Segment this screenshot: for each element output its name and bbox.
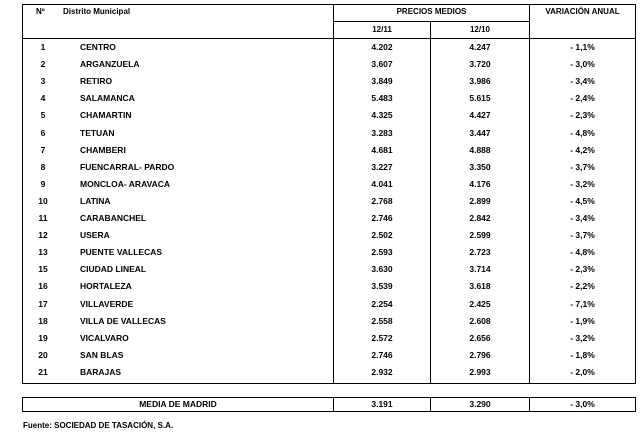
- row-price-12-10: 3.350: [469, 162, 491, 172]
- row-district: TETUAN: [80, 128, 115, 138]
- row-district: VILLAVERDE: [80, 299, 134, 309]
- row-variation: - 1,8%: [570, 350, 595, 360]
- row-district: CHAMARTIN: [80, 110, 132, 120]
- row-price-12-10: 5.615: [469, 93, 491, 103]
- summary-price-12-11: 3.191: [371, 399, 393, 409]
- row-variation: - 2,3%: [570, 110, 595, 120]
- row-district: SALAMANCA: [80, 93, 135, 103]
- row-num: 12: [38, 230, 48, 240]
- row-district: CARABANCHEL: [80, 213, 147, 223]
- row-variation: - 4,8%: [570, 247, 595, 257]
- row-num: 20: [38, 350, 48, 360]
- row-district: USERA: [80, 230, 110, 240]
- summary-bottom-border: [22, 411, 636, 412]
- row-price-12-10: 4.888: [469, 145, 491, 155]
- row-num: 18: [38, 316, 48, 326]
- row-price-12-10: 3.714: [469, 264, 491, 274]
- row-num: 16: [38, 281, 48, 291]
- row-price-12-11: 2.768: [371, 196, 393, 206]
- summary-price-12-10: 3.290: [469, 399, 491, 409]
- row-num: 15: [38, 264, 48, 274]
- row-price-12-10: 2.842: [469, 213, 491, 223]
- row-price-12-10: 2.899: [469, 196, 491, 206]
- summary-variation: - 3,0%: [570, 399, 595, 409]
- header-bottom-border: [22, 38, 636, 39]
- row-num: 1: [40, 42, 46, 52]
- table-bottom-border: [22, 383, 636, 384]
- row-variation: - 2,0%: [570, 367, 595, 377]
- summary-top-border: [22, 397, 636, 398]
- row-num: 9: [40, 179, 46, 189]
- row-num: 8: [40, 162, 46, 172]
- row-district: LATINA: [80, 196, 111, 206]
- row-price-12-10: 2.599: [469, 230, 491, 240]
- row-price-12-10: 3.720: [469, 59, 491, 69]
- row-variation: - 3,4%: [570, 213, 595, 223]
- row-num: 21: [38, 367, 48, 377]
- row-price-12-11: 2.254: [371, 299, 393, 309]
- row-num: 3: [40, 76, 46, 86]
- summary-right-border: [635, 397, 636, 412]
- row-price-12-11: 5.483: [371, 93, 393, 103]
- row-num: 6: [40, 128, 46, 138]
- row-variation: - 2,3%: [570, 264, 595, 274]
- row-variation: - 3,2%: [570, 179, 595, 189]
- row-price-12-10: 2.796: [469, 350, 491, 360]
- header-col-12-10: 12/10: [469, 25, 491, 34]
- row-price-12-11: 3.849: [371, 76, 393, 86]
- row-num: 13: [38, 247, 48, 257]
- row-num: 11: [38, 213, 48, 223]
- header-num: Nº: [36, 7, 45, 16]
- row-price-12-10: 3.618: [469, 281, 491, 291]
- row-district: RETIRO: [80, 76, 113, 86]
- header-district: Distrito Municipal: [63, 7, 131, 16]
- row-district: ARGANZUELA: [80, 59, 140, 69]
- row-price-12-11: 4.325: [371, 110, 393, 120]
- table-top-border: [22, 4, 636, 5]
- row-price-12-11: 2.558: [371, 316, 393, 326]
- row-price-12-11: 3.607: [371, 59, 393, 69]
- row-price-12-11: 3.539: [371, 281, 393, 291]
- row-num: 17: [38, 299, 48, 309]
- row-variation: - 4,5%: [570, 196, 595, 206]
- row-num: 2: [40, 59, 46, 69]
- row-price-12-10: 3.447: [469, 128, 491, 138]
- row-price-12-10: 2.723: [469, 247, 491, 257]
- row-price-12-11: 2.593: [371, 247, 393, 257]
- header-prices: PRECIOS MEDIOS: [396, 7, 467, 16]
- row-variation: - 3,7%: [570, 230, 595, 240]
- row-price-12-10: 3.986: [469, 76, 491, 86]
- row-district: CIUDAD LINEAL: [80, 264, 147, 274]
- row-district: VICALVARO: [80, 333, 129, 343]
- header-variation: VARIACIÓN ANUAL: [545, 7, 620, 16]
- row-price-12-11: 4.681: [371, 145, 393, 155]
- row-price-12-11: 3.630: [371, 264, 393, 274]
- row-price-12-10: 4.247: [469, 42, 491, 52]
- row-price-12-11: 2.572: [371, 333, 393, 343]
- row-price-12-11: 4.202: [371, 42, 393, 52]
- row-price-12-11: 3.283: [371, 128, 393, 138]
- row-price-12-11: 2.746: [371, 213, 393, 223]
- summary-label: MEDIA DE MADRID: [139, 399, 217, 409]
- row-district: SAN BLAS: [80, 350, 124, 360]
- header-col-12-11: 12/11: [372, 25, 392, 34]
- row-variation: - 7,1%: [570, 299, 595, 309]
- row-price-12-10: 2.425: [469, 299, 491, 309]
- row-num: 5: [40, 110, 46, 120]
- row-district: HORTALEZA: [80, 281, 132, 291]
- row-variation: - 3,7%: [570, 162, 595, 172]
- row-variation: - 3,4%: [570, 76, 595, 86]
- row-variation: - 4,8%: [570, 128, 595, 138]
- row-price-12-10: 4.176: [469, 179, 491, 189]
- row-district: PUENTE VALLECAS: [80, 247, 163, 257]
- row-district: CENTRO: [80, 42, 116, 52]
- row-price-12-11: 3.227: [371, 162, 393, 172]
- row-price-12-11: 2.502: [371, 230, 393, 240]
- source-note: Fuente: SOCIEDAD DE TASACIÓN, S.A.: [23, 421, 174, 430]
- row-variation: - 4,2%: [570, 145, 595, 155]
- row-price-12-10: 4.427: [469, 110, 491, 120]
- row-variation: - 1,1%: [570, 42, 595, 52]
- row-price-12-10: 2.608: [469, 316, 491, 326]
- row-price-12-11: 2.746: [371, 350, 393, 360]
- row-variation: - 2,4%: [570, 93, 595, 103]
- row-price-12-11: 2.932: [371, 367, 393, 377]
- row-num: 4: [40, 93, 46, 103]
- table-right-border: [635, 4, 636, 384]
- row-district: MONCLOA- ARAVACA: [80, 179, 171, 189]
- row-variation: - 3,2%: [570, 333, 595, 343]
- row-district: FUENCARRAL- PARDO: [80, 162, 175, 172]
- row-district: BARAJAS: [80, 367, 122, 377]
- row-variation: - 3,0%: [570, 59, 595, 69]
- row-price-12-11: 4.041: [371, 179, 393, 189]
- row-variation: - 2,2%: [570, 281, 595, 291]
- row-num: 19: [38, 333, 48, 343]
- row-district: CHAMBERI: [80, 145, 126, 155]
- row-price-12-10: 2.993: [469, 367, 491, 377]
- row-num: 10: [38, 196, 48, 206]
- row-district: VILLA DE VALLECAS: [80, 316, 166, 326]
- row-price-12-10: 2.656: [469, 333, 491, 343]
- row-variation: - 1,9%: [570, 316, 595, 326]
- prices-subheader-line: [333, 21, 529, 22]
- row-num: 7: [40, 145, 46, 155]
